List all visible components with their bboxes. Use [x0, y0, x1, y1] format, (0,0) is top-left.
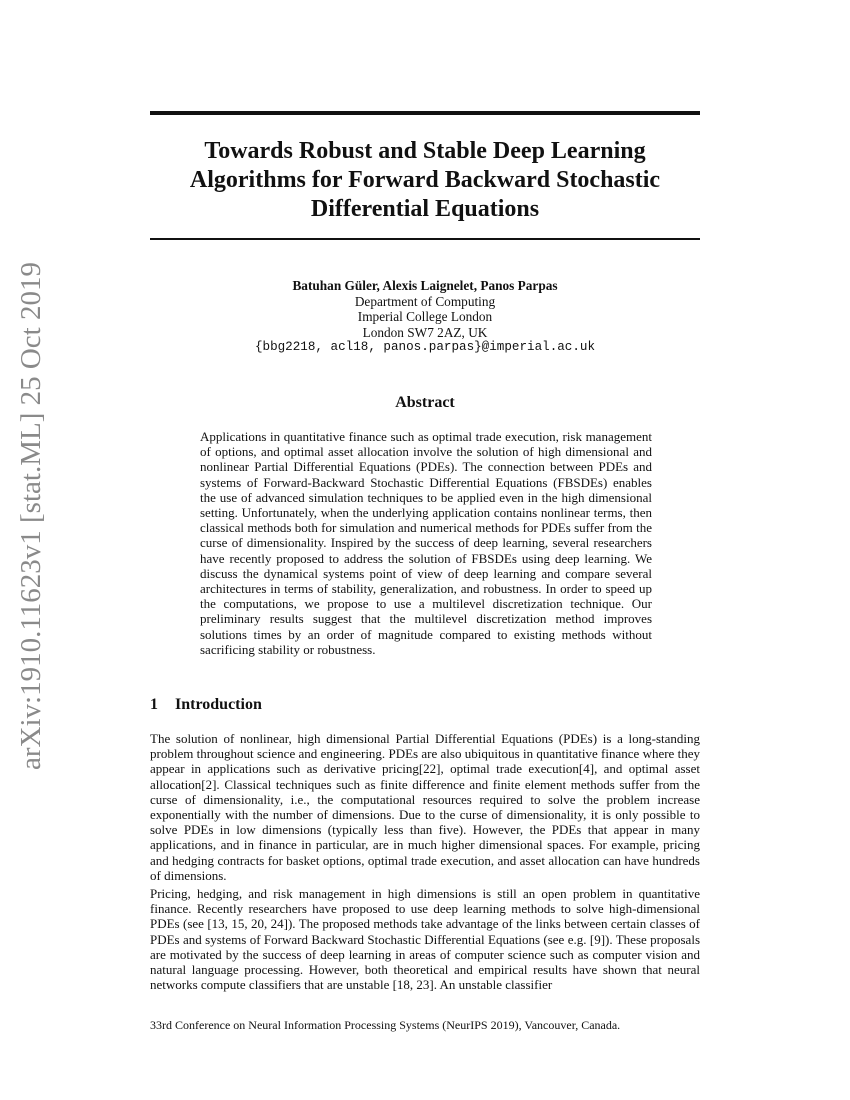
abstract-text: Applications in quantitative finance such as optimal trade execution, risk management of options, and optimal asset allocation involve the solution of high dimensional and nonlinear Partial Differential Equations (PDEs). The connection between PDEs and systems of Forward-Backward Stochastic Differential Equations (FBSDEs) enables the use of advanced simulation techniques to be applied even in the high dimensional setting. Unfortunately, when the underlying application contains nonlinear terms, then classical methods both for simulation and numerical methods for PDEs suffer from the curse of dimensionality. Inspired by the success of deep learning, several researchers have recently proposed to address the solution of FBSDEs using deep learning. We discuss the dynamical systems point of view of deep learning and compare several architectures in terms of stability, generalization, and robustness. In order to speed up the computations, we propose to use a multilevel discretization technique. Our preliminary results suggest that the multilevel discretization method improves solutions times by an order of magnitude compared to existing methods without sacrificing stability or robustness.	[200, 429, 652, 657]
author-email: {bbg2218, acl18, panos.parpas}@imperial.ac.uk	[254, 340, 596, 354]
title-top-rule	[150, 111, 700, 115]
intro-paragraph-2: Pricing, hedging, and risk management in high dimensions is still an open problem in quantitative finance. Recently researchers have proposed to use deep learning methods to solve high-dimensional PDEs (see [13, 15, 20, 24]). The proposed methods take advantage of the links between certain classes of PDEs and systems of Forward Backward Stochastic Differential Equations (see e.g. [9]). These proposals are motivated by the success of deep learning in areas of computer science such as computer vision and natural language processing. However, both theoretical and empirical results have shown that neural networks compute classifiers that are unstable [18, 23]. An unstable classifier	[150, 886, 700, 993]
author-block	[150, 278, 700, 356]
section-number: 1	[150, 696, 158, 713]
abstract-heading: Abstract	[395, 394, 455, 411]
arxiv-side-stamp: arXiv:1910.11623v1 [stat.ML] 25 Oct 2019	[15, 262, 47, 770]
author-address: London SW7 2AZ, UK	[362, 324, 488, 340]
author-names: Batuhan Güler, Alexis Laignelet, Panos Parpas	[292, 278, 558, 293]
author-department: Department of Computing	[354, 293, 496, 309]
title-bottom-rule	[150, 238, 700, 240]
conference-footer: 33rd Conference on Neural Information Processing Systems (NeurIPS 2019), Vancouver, Canada.	[150, 1018, 621, 1032]
intro-paragraph-1: The solution of nonlinear, high dimensional Partial Differential Equations (PDEs) is a long-standing problem throughout science and engineering. PDEs are also ubiquitous in quantitative finance where they appear in applications such as derivative pricing[22], optimal trade execution[4], and optimal asset allocation[2]. Classical techniques such as finite difference and finite element methods suffer from the curse of dimensionality, i.e., the computational resources required to solve the problem increase exponentially with the number of dimensions. Due to the curse of dimensionality, it is only possible to solve PDEs in low dimensions (typically less than five). However, the PDEs that appear in many applications, and in finance in particular, are in much higher dimensional spaces. For example, pricing and hedging contracts for basket options, optimal trade execution, and asset allocation can have hundreds of dimensions.	[150, 731, 700, 883]
section-heading	[150, 696, 262, 714]
section-title: Introduction	[175, 696, 262, 713]
author-institution: Imperial College London	[357, 309, 493, 324]
paper-title: Towards Robust and Stable Deep Learning Algorithms for Forward Backward Stochastic Differential Equations	[189, 138, 661, 222]
